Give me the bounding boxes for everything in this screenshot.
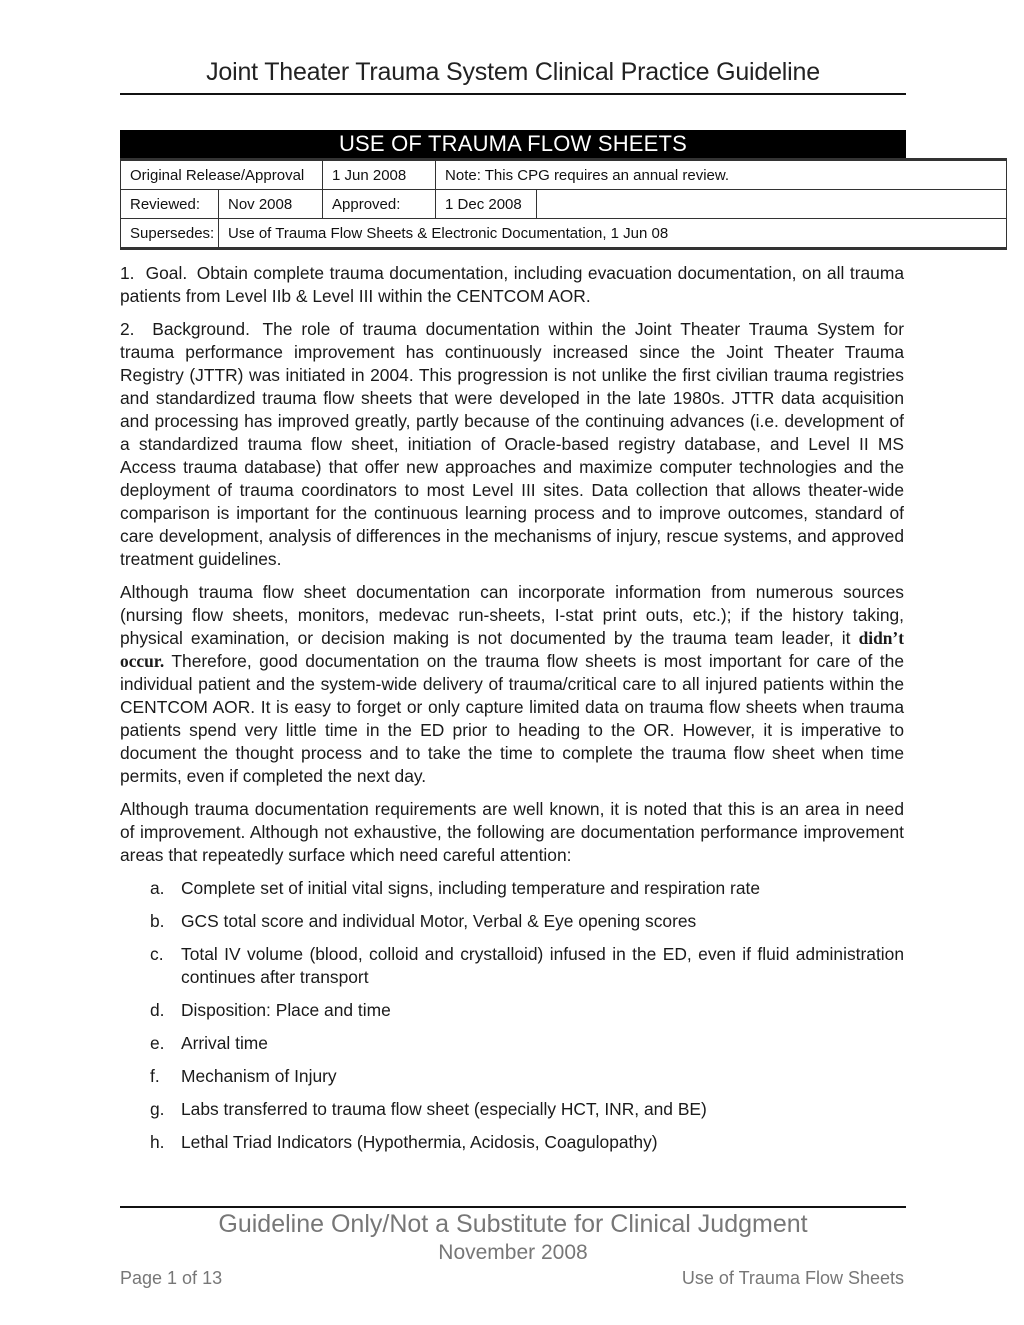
document-body [120, 262, 904, 1164]
page-number: Page 1 of 13 [120, 1268, 223, 1288]
original-release-label: Original Release/Approval [121, 160, 323, 190]
paragraph-text: Therefore, good documentation on the trauma flow sheets is most important for care of the individual patient and the system-wide delivery of trauma/critical care to all injured patients within the CENTCOM AOR. It is easy to forget or only capture limited data on trauma flow sheets when trauma patients spend very little time in the ED prior to heading to the OR. However, it is imperative to document the thought process and to take the time to complete the trauma flow sheet when time permits, even if completed the next day. [120, 651, 904, 786]
table-row [121, 190, 1007, 219]
approved-value: 1 Dec 2008 [436, 190, 537, 219]
list-item-text: Arrival time [181, 1033, 268, 1053]
empty-cell [537, 190, 1007, 219]
list-item-letter: c. [150, 944, 164, 964]
table-row [121, 219, 1007, 249]
list-item-letter: e. [150, 1033, 165, 1053]
guideline-info-block [120, 130, 906, 250]
background-section [120, 318, 904, 571]
list-item [120, 943, 904, 989]
table-row [121, 160, 1007, 190]
list-item-text: Labs transferred to trauma flow sheet (especially HCT, INR, and BE) [181, 1099, 707, 1119]
goal-title: Goal. [145, 263, 188, 283]
list-item [120, 1131, 904, 1154]
header-divider [120, 93, 906, 95]
improvement-paragraph: Although trauma documentation requirements are well known, it is noted that this is an area in need of improvement. Although not exhaustive, the following are documentation performance improvement areas that repeatedly surface which need careful attention: [120, 799, 904, 865]
background-number: 2. [120, 319, 135, 339]
goal-section [120, 262, 904, 308]
list-item [120, 1098, 904, 1121]
improvement-areas-list [120, 877, 904, 1154]
list-item-text: Total IV volume (blood, colloid and crystalloid) infused in the ED, even if fluid administration continues after transport [181, 944, 904, 987]
list-item-letter: h. [150, 1132, 165, 1152]
footer-divider [120, 1206, 906, 1208]
list-item-text: Lethal Triad Indicators (Hypothermia, Acidosis, Coagulopathy) [181, 1132, 658, 1152]
list-item-text: Complete set of initial vital signs, including temperature and respiration rate [181, 878, 761, 898]
list-item-letter: f. [150, 1066, 160, 1086]
list-item-letter: b. [150, 911, 165, 931]
document-header-title: Joint Theater Trauma System Clinical Practice Guideline [206, 58, 820, 86]
list-item-letter: a. [150, 878, 165, 898]
background-text: The role of trauma documentation within the Joint Theater Trauma System for trauma performance improvement has continuously increased since the Joint Theater Trauma Registry (JTTR) was initiated in 2004. This progression is not unlike the first civilian trauma registries and standardized trauma flow sheets that were developed in the late 1980s. JTTR data acquisition and processing has improved greatly, partly because of the continuing advances (i.e. development of a standardized trauma flow sheet, initiation of Oracle-based registry database, and Level II MS Access trauma database) that offer new approaches and maximize computer technologies and the deployment of trauma coordinators to most Level III sites. Data collection that allows theater-wide comparison is important for the continuous learning process and to improve outcomes, standard of care development, analysis of differences in the mechanisms of injury, rescue systems, and approved treatment guidelines. [120, 319, 904, 569]
footer-document-title: Use of Trauma Flow Sheets [681, 1268, 904, 1288]
list-item-letter: g. [150, 1099, 165, 1119]
supersedes-value: Use of Trauma Flow Sheets & Electronic Documentation, 1 Jun 08 [219, 219, 1007, 249]
footer-disclaimer: Guideline Only/Not a Substitute for Clinical Judgment [218, 1210, 808, 1238]
reviewed-value: Nov 2008 [219, 190, 323, 219]
approved-label: Approved: [323, 190, 436, 219]
background-title: Background. [152, 319, 250, 339]
list-item [120, 1065, 904, 1088]
goal-number: 1. [120, 263, 135, 283]
original-release-value: 1 Jun 2008 [323, 160, 436, 190]
annual-review-note: Note: This CPG requires an annual review. [436, 160, 1007, 190]
list-item [120, 877, 904, 900]
list-item-text: GCS total score and individual Motor, Verbal & Eye opening scores [181, 911, 697, 931]
guideline-title-banner: USE OF TRAUMA FLOW SHEETS [120, 130, 906, 158]
emphasis-text: didn’t occur. [120, 628, 905, 671]
documentation-paragraph [120, 581, 904, 788]
list-item [120, 1032, 904, 1055]
guideline-info-table [120, 158, 1007, 250]
footer-date: November 2008 [438, 1241, 588, 1264]
supersedes-label: Supersedes: [121, 219, 219, 249]
reviewed-label: Reviewed: [121, 190, 219, 219]
list-item-text: Disposition: Place and time [181, 1000, 391, 1020]
list-item-letter: d. [150, 1000, 165, 1020]
goal-text: Obtain complete trauma documentation, including evacuation documentation, on all trauma patients from Level IIb & Level III within the CENTCOM AOR. [120, 263, 904, 306]
list-item [120, 999, 904, 1022]
paragraph-text: Although trauma flow sheet documentation can incorporate information from numerous sources (nursing flow sheets, monitors, medevac run-sheets, I-stat print outs, etc.); if the history taking, physical examination, or decision making is not documented by the trauma team leader, it [120, 582, 904, 648]
list-item-text: Mechanism of Injury [181, 1066, 337, 1086]
list-item [120, 910, 904, 933]
